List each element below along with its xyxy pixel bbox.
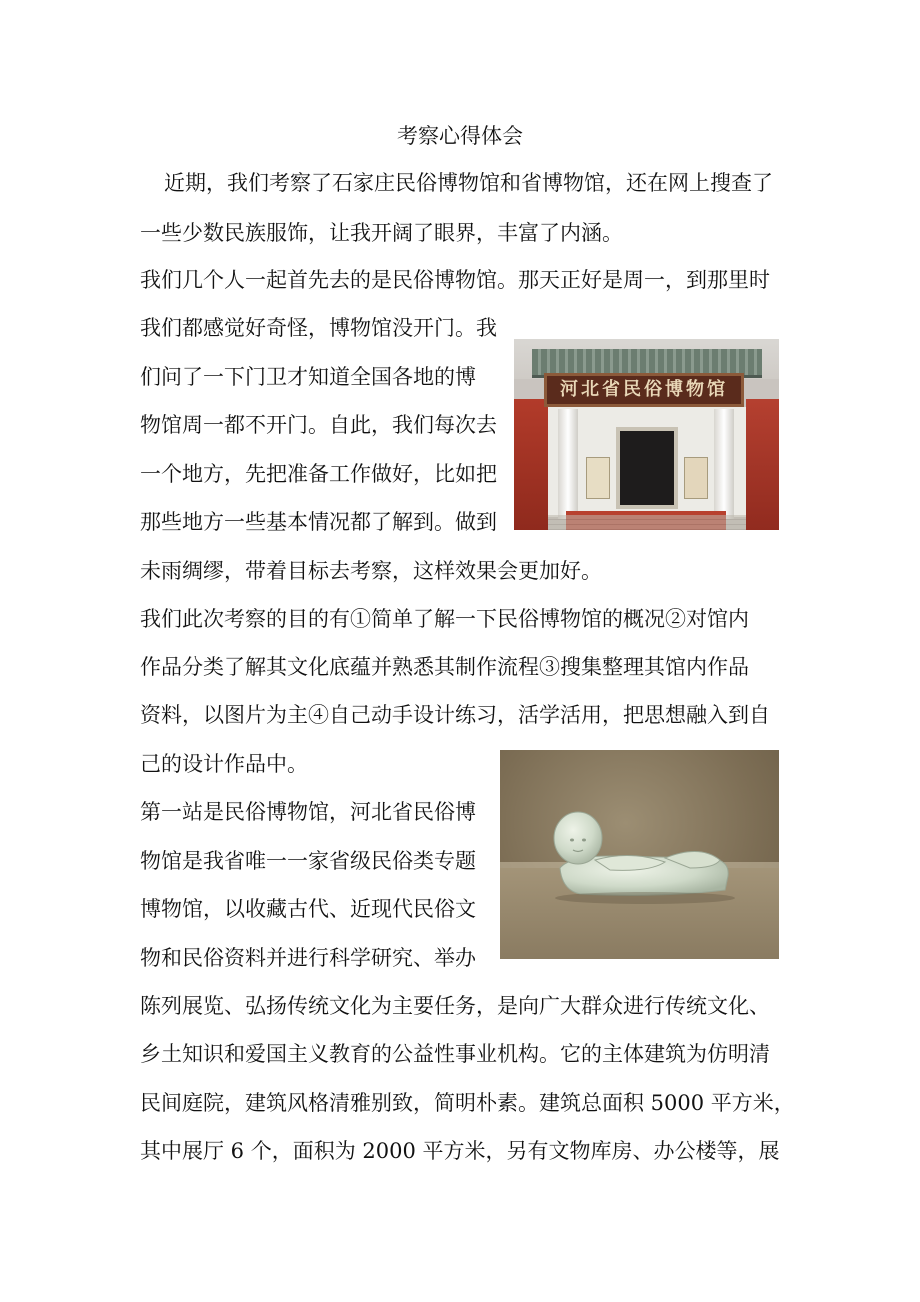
- paragraph-line: 物和民俗资料并进行科学研究、举办: [140, 946, 476, 970]
- paragraph-line: 陈列展览、弘扬传统文化为主要任务，是向广大群众进行传统文化、: [140, 994, 770, 1018]
- paragraph-line: 物馆是我省唯一一家省级民俗类专题: [140, 849, 476, 873]
- paragraph-line: 博物馆，以收藏古代、近现代民俗文: [140, 897, 476, 921]
- photo-doorway: [616, 427, 678, 509]
- paragraph-line: 未雨绸缪，带着目标去考察，这样效果会更加好。: [140, 559, 602, 583]
- photo-column: [558, 409, 578, 519]
- paragraph-line: 我们都感觉好奇怪，博物馆没开门。我: [140, 316, 497, 340]
- photo-column: [714, 409, 734, 519]
- photo-steps: [548, 515, 746, 530]
- museum-entrance-photo: [514, 339, 779, 530]
- paragraph-line: 资料，以图片为主④自己动手设计练习，活学活用，把思想融入到自: [140, 703, 770, 727]
- paragraph-line: 我们几个人一起首先去的是民俗博物馆。那天正好是周一，到那里时: [140, 268, 770, 292]
- museum-sign-plaque: 河北省民俗博物馆: [544, 373, 744, 407]
- paragraph-line: 一些少数民族服饰，让我开阔了眼界，丰富了内涵。: [140, 221, 623, 245]
- porcelain-figure: [540, 798, 740, 908]
- paragraph-line: 物馆周一都不开门。自此，我们每次去: [140, 413, 497, 437]
- paragraph-line: 作品分类了解其文化底蕴并熟悉其制作流程③搜集整理其馆内作品: [140, 655, 749, 679]
- paragraph-line: 们问了一下门卫才知道全国各地的博: [140, 365, 476, 389]
- photo-red-wall-left: [514, 399, 548, 530]
- paragraph-line: 其中展厅 6 个，面积为 2000 平方米，另有文物库房、办公楼等，展: [140, 1139, 780, 1163]
- photo-red-wall-right: [746, 399, 779, 530]
- paragraph-line: 己的设计作品中。: [140, 752, 308, 776]
- paragraph-line: 乡土知识和爱国主义教育的公益性事业机构。它的主体建筑为仿明清: [140, 1042, 770, 1066]
- paragraph-line: 第一站是民俗博物馆，河北省民俗博: [140, 800, 476, 824]
- paragraph-line: 我们此次考察的目的有①简单了解一下民俗博物馆的概况②对馆内: [140, 607, 749, 631]
- document-title: 考察心得体会: [397, 124, 523, 148]
- photo-notice-board: [684, 457, 708, 499]
- photo-notice-board: [586, 457, 610, 499]
- paragraph-line: 民间庭院，建筑风格清雅别致，简明朴素。建筑总面积 5000 平方米，: [140, 1091, 795, 1115]
- paragraph-line: 近期，我们考察了石家庄民俗博物馆和省博物馆，还在网上搜查了: [164, 171, 773, 195]
- porcelain-pillow-photo: [500, 750, 779, 959]
- paragraph-line: 一个地方，先把准备工作做好，比如把: [140, 462, 497, 486]
- paragraph-line: 那些地方一些基本情况都了解到。做到: [140, 510, 497, 534]
